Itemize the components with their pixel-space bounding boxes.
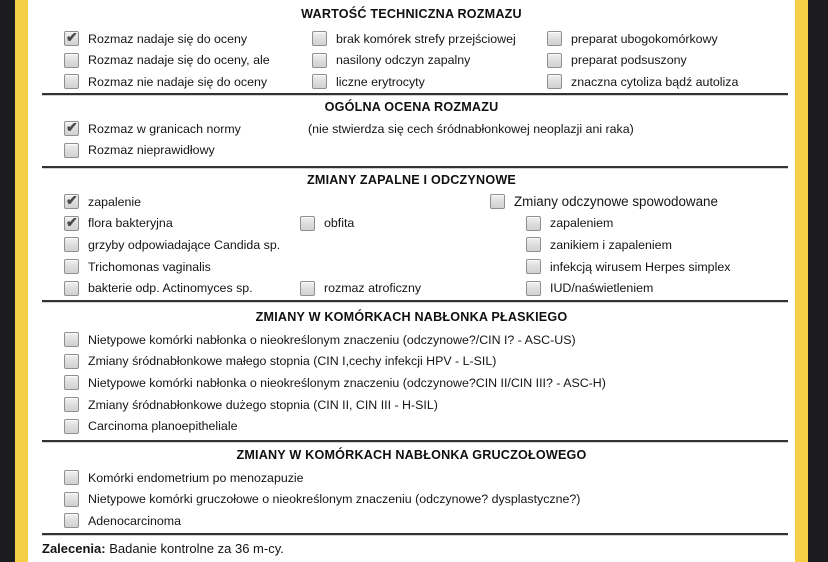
- checkbox-item: [64, 118, 241, 140]
- note-row: [308, 118, 634, 140]
- checkbox[interactable]: [64, 143, 79, 158]
- checkbox-item: [64, 277, 280, 299]
- checkbox-label: Rozmaz nadaje się do oceny, ale: [88, 53, 270, 68]
- section-title: OGÓLNA OCENA ROZMAZU: [324, 99, 499, 114]
- checkbox-item: [64, 139, 241, 161]
- checkbox-label: zapaleniem: [550, 216, 614, 231]
- checkbox-item: [64, 50, 270, 72]
- checkbox-label: liczne erytrocyty: [336, 74, 425, 89]
- checkbox-column: [308, 118, 634, 140]
- checkbox[interactable]: [312, 74, 327, 89]
- recommendations-text: Badanie kontrolne za 36 m-cy.: [105, 540, 284, 556]
- checkbox-column: [64, 28, 270, 93]
- checkbox[interactable]: [526, 281, 541, 296]
- left-black-border: [0, 0, 15, 562]
- checkbox-column: [547, 28, 738, 93]
- section-zmiany-nablonka-plaskiego: [28, 300, 795, 440]
- checkbox-item: [64, 213, 280, 235]
- checkbox-item: [64, 394, 606, 416]
- section-title: ZMIANY W KOMÓRKACH NABŁONKA GRUCZOŁOWEGO: [236, 447, 587, 462]
- checkbox-label: grzyby odpowiadające Candida sp.: [88, 237, 281, 252]
- checkbox-item: [64, 234, 280, 256]
- checkbox-label: preparat podsuszony: [571, 53, 687, 68]
- checkbox-column: [64, 329, 606, 437]
- checkbox-label: znaczna cytoliza bądź autoliza: [571, 74, 739, 89]
- checkbox-label: Rozmaz nieprawidłowy: [88, 143, 215, 158]
- checkbox[interactable]: [64, 237, 79, 252]
- checkbox-checked[interactable]: [64, 194, 79, 209]
- checkbox[interactable]: [547, 74, 562, 89]
- checkbox-label: Carcinoma planoepitheliale: [88, 419, 238, 434]
- checkbox-label: zapalenie: [88, 194, 142, 209]
- checkbox-item: [312, 71, 516, 93]
- checkbox-item: [547, 28, 738, 50]
- checkbox[interactable]: [64, 513, 79, 528]
- right-black-border: [808, 0, 828, 562]
- checkbox[interactable]: [64, 281, 79, 296]
- checkbox[interactable]: [64, 53, 79, 68]
- checkbox-checked[interactable]: [64, 121, 79, 136]
- checkbox-item: [64, 256, 280, 278]
- checkbox-column: [64, 191, 280, 299]
- checkbox-label: Nietypowe komórki nabłonka o nieokreślonym znaczeniu (odczynowe?CIN II/CIN III? - ASC-H): [88, 375, 606, 390]
- checkbox-item: [547, 50, 738, 72]
- recommendations: [28, 535, 795, 556]
- note-text: (nie stwierdza się cech śródnabłonkowej neoplazji ani raka): [308, 121, 634, 136]
- section-ogolna-ocena-rozmazu: [28, 93, 795, 166]
- checkbox-column: [526, 191, 730, 299]
- checkbox-item: [526, 213, 730, 235]
- checkbox-item: [300, 213, 421, 235]
- checkbox-label: rozmaz atroficzny: [324, 281, 422, 296]
- checkbox[interactable]: [312, 31, 327, 46]
- checkbox-label: Rozmaz nie nadaje się do oceny: [88, 74, 268, 89]
- checkbox-column: [64, 118, 241, 161]
- checkbox-item: [312, 50, 516, 72]
- checkbox-label: zanikiem i zapaleniem: [550, 237, 672, 252]
- checkbox-item: [64, 415, 606, 437]
- checkbox-label: preparat ubogokomórkowy: [571, 31, 718, 46]
- checkbox[interactable]: [64, 375, 79, 390]
- checkbox[interactable]: [526, 259, 541, 274]
- checkbox-label: bakterie odp. Actinomyces sp.: [88, 281, 253, 296]
- section-wartosc-techniczna-rozmazu: [28, 0, 795, 93]
- checkbox-item: [64, 467, 580, 489]
- checkbox[interactable]: [526, 237, 541, 252]
- checkbox-item: [64, 351, 606, 373]
- checkbox-label: flora bakteryjna: [88, 216, 173, 231]
- checkbox[interactable]: [64, 397, 79, 412]
- checkbox-column: [312, 28, 516, 93]
- checkbox-label: IUD/naświetleniem: [550, 281, 654, 296]
- checkbox-item: [526, 256, 730, 278]
- checkbox-item: [64, 28, 270, 50]
- checkbox-item: [64, 71, 270, 93]
- checkbox-item: [64, 329, 606, 351]
- checkbox[interactable]: [547, 53, 562, 68]
- recommendations-label: Zalecenia:: [42, 540, 106, 556]
- checkbox-label: Nietypowe komórki gruczołowe o nieokreślonym znaczeniu (odczynowe? dysplastyczne?): [88, 492, 581, 507]
- checkbox-checked[interactable]: [64, 31, 79, 46]
- checkbox-item: [64, 510, 580, 532]
- checkbox-label: Rozmaz nadaje się do oceny: [88, 31, 248, 46]
- checkbox-column: [64, 467, 580, 532]
- checkbox[interactable]: [547, 31, 562, 46]
- checkbox-label: Zmiany śródnabłonkowe dużego stopnia (CIN II, CIN III - H-SIL): [88, 397, 438, 412]
- checkbox-item: [300, 277, 421, 299]
- checkbox-label: Zmiany odczynowe spowodowane: [514, 194, 718, 210]
- checkbox-item: [64, 372, 606, 394]
- checkbox[interactable]: [490, 194, 505, 209]
- checkbox-item: [547, 71, 738, 93]
- checkbox-label: Zmiany śródnabłonkowe małego stopnia (CIN I,cechy infekcji HPV - L-SIL): [88, 354, 497, 369]
- section-title: ZMIANY ZAPALNE I ODCZYNOWE: [306, 172, 517, 187]
- checkbox[interactable]: [64, 354, 79, 369]
- checkbox-label: Rozmaz w granicach normy: [88, 121, 241, 136]
- section-title: WARTOŚĆ TECHNICZNA ROZMAZU: [301, 7, 522, 21]
- checkbox-label: Nietypowe komórki nabłonka o nieokreślonym znaczeniu (odczynowe?/CIN I? - ASC-US): [88, 332, 576, 347]
- checkbox-label: Adenocarcinoma: [88, 513, 181, 528]
- section-title: ZMIANY W KOMÓRKACH NABŁONKA PŁASKIEGO: [255, 309, 568, 324]
- checkbox-item: [526, 234, 730, 256]
- checkbox-label: brak komórek strefy przejściowej: [336, 31, 516, 46]
- checkbox-label: Trichomonas vaginalis: [88, 259, 211, 274]
- right-yellow-stripe: [795, 0, 808, 562]
- checkbox-label: infekcją wirusem Herpes simplex: [550, 259, 731, 274]
- cytology-report-form: [28, 0, 795, 562]
- checkbox[interactable]: [64, 492, 79, 507]
- checkbox-item: [64, 489, 580, 511]
- checkbox[interactable]: [300, 216, 315, 231]
- checkbox-checked[interactable]: [64, 216, 79, 231]
- checkbox[interactable]: [64, 259, 79, 274]
- left-yellow-stripe: [15, 0, 28, 562]
- checkbox-item: [312, 28, 516, 50]
- checkbox-column: [300, 191, 421, 299]
- section-zmiany-zapalne-i-odczynowe: [28, 166, 795, 300]
- checkbox-label: obfita: [324, 216, 355, 231]
- checkbox[interactable]: [526, 216, 541, 231]
- checkbox-item: [64, 191, 280, 213]
- checkbox-item: [526, 277, 730, 299]
- checkbox[interactable]: [64, 74, 79, 89]
- checkbox[interactable]: [64, 332, 79, 347]
- section-zmiany-nablonka-gruczolowego: [28, 440, 795, 533]
- checkbox[interactable]: [300, 281, 315, 296]
- checkbox[interactable]: [64, 470, 79, 485]
- checkbox[interactable]: [64, 419, 79, 434]
- checkbox[interactable]: [312, 53, 327, 68]
- checkbox-label: nasilony odczyn zapalny: [336, 53, 471, 68]
- checkbox-label: Komórki endometrium po menozapuzie: [88, 470, 304, 485]
